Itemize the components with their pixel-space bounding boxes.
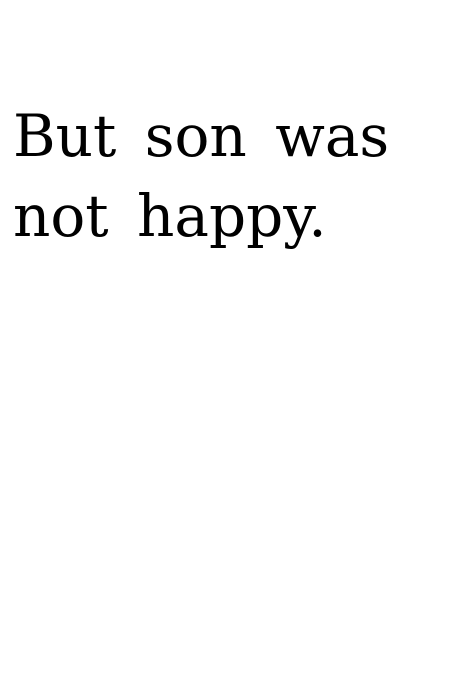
story-text: But son was not happy. xyxy=(13,102,390,250)
